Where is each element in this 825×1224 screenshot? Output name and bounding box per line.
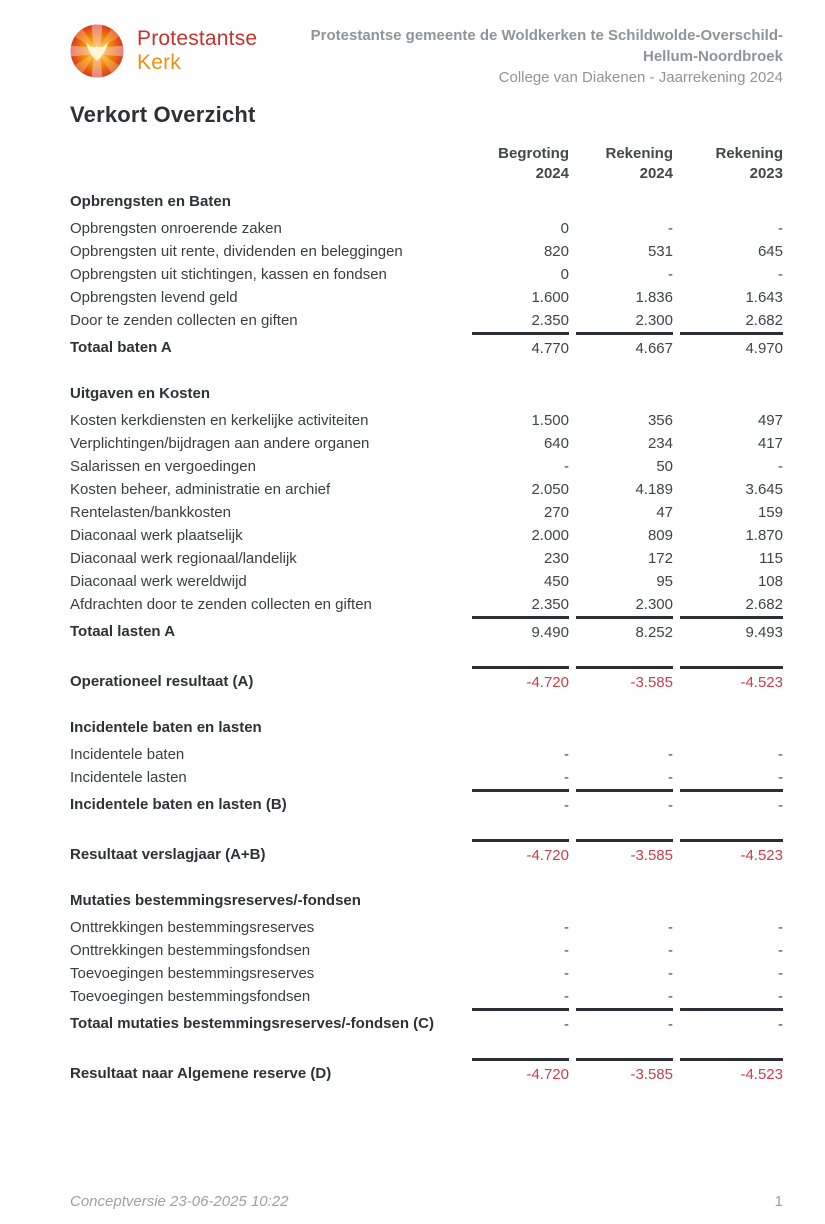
organization-subtitle: College van Diakenen - Jaarrekening 2024	[498, 69, 783, 86]
table-row	[70, 962, 783, 985]
row-label: Incidentele baten en lasten	[70, 719, 262, 736]
page-number: 1	[774, 1193, 783, 1210]
cell-value: 531	[647, 243, 673, 260]
cell-value: 2.300	[635, 596, 673, 613]
organization-header	[311, 24, 783, 88]
section-header-row	[70, 889, 783, 912]
cell-value: 417	[757, 435, 783, 452]
cell-value: -	[668, 965, 673, 982]
row-label: Diaconaal werk plaatselijk	[70, 527, 243, 544]
cell-value: 356	[647, 412, 673, 429]
result-row	[70, 666, 783, 692]
table-row	[70, 524, 783, 547]
row-label: Kosten kerkdiensten en kerkelijke activiteiten	[70, 412, 369, 429]
cell-value: -	[472, 1008, 569, 1034]
cell-value: 4.667	[576, 332, 673, 358]
cell-value: -	[668, 220, 673, 237]
cell-value: 809	[647, 527, 673, 544]
cell-value: -	[680, 1008, 783, 1034]
section-header-row	[70, 382, 783, 405]
row-label: Totaal baten A	[70, 339, 172, 356]
row-label: Resultaat verslagjaar (A+B)	[70, 846, 266, 863]
table-row	[70, 309, 783, 332]
cell-value: 9.493	[680, 616, 783, 642]
cell-value: 8.252	[576, 616, 673, 642]
cell-value: -	[564, 458, 569, 475]
cell-value: 640	[543, 435, 569, 452]
cell-value: -	[778, 220, 783, 237]
cell-value: -	[564, 942, 569, 959]
cell-value: 820	[543, 243, 569, 260]
spacer-row	[70, 692, 783, 716]
cell-value: -	[680, 789, 783, 815]
column-header-begroting-2024: Begroting 2024	[498, 145, 569, 182]
column-header-spacer	[70, 144, 465, 184]
cell-value: 2.000	[531, 527, 569, 544]
cell-value: -3.585	[576, 839, 673, 865]
row-label: Rentelasten/bankkosten	[70, 504, 231, 521]
cell-value: -	[564, 769, 569, 786]
table-row	[70, 286, 783, 309]
cell-value: 50	[656, 458, 673, 475]
row-label: Kosten beheer, administratie en archief	[70, 481, 331, 498]
row-label: Toevoegingen bestemmingsfondsen	[70, 988, 311, 1005]
table-row	[70, 985, 783, 1008]
cell-value: -	[564, 919, 569, 936]
row-label: Opbrengsten uit rente, dividenden en beleggingen	[70, 243, 403, 260]
cell-value: 645	[757, 243, 783, 260]
cell-value: -	[564, 746, 569, 763]
cell-value: -	[668, 746, 673, 763]
cell-value: -4.523	[680, 839, 783, 865]
cell-value: 172	[647, 550, 673, 567]
table-row	[70, 766, 783, 789]
cell-value: 2.300	[635, 312, 673, 329]
cell-value: -4.720	[472, 666, 569, 692]
cell-value: 4.770	[472, 332, 569, 358]
cell-value: 115	[759, 550, 783, 567]
cell-value: 3.645	[745, 481, 783, 498]
row-label: Verplichtingen/bijdragen aan andere organen	[70, 435, 370, 452]
cell-value: -	[472, 789, 569, 815]
cell-value: 270	[543, 504, 569, 521]
table-row	[70, 593, 783, 616]
row-label: Onttrekkingen bestemmingsreserves	[70, 919, 315, 936]
cell-value: -4.720	[472, 839, 569, 865]
cell-value: 234	[647, 435, 673, 452]
cell-value: -	[668, 919, 673, 936]
spacer-row	[70, 815, 783, 839]
row-label: Operationeel resultaat (A)	[70, 673, 254, 690]
cell-value: -	[564, 965, 569, 982]
spacer-row	[70, 642, 783, 666]
row-label: Onttrekkingen bestemmingsfondsen	[70, 942, 311, 959]
cell-value: -	[576, 1008, 673, 1034]
table-row	[70, 743, 783, 766]
row-label: Incidentele baten en lasten (B)	[70, 796, 287, 813]
result-row	[70, 1058, 783, 1084]
result-row	[70, 839, 783, 865]
row-label: Uitgaven en Kosten	[70, 385, 211, 402]
cell-value: -	[564, 988, 569, 1005]
cell-value: 9.490	[472, 616, 569, 642]
cell-value: -	[778, 769, 783, 786]
cell-value: -4.523	[680, 666, 783, 692]
document-header	[70, 24, 783, 88]
cell-value: 230	[543, 550, 569, 567]
cell-value: 47	[656, 504, 673, 521]
cell-value: 2.050	[531, 481, 569, 498]
cell-value: -3.585	[576, 1058, 673, 1084]
section-header-row	[70, 716, 783, 739]
table-row	[70, 409, 783, 432]
table-row	[70, 501, 783, 524]
row-label: Toevoegingen bestemmingsreserves	[70, 965, 315, 982]
row-label: Opbrengsten en Baten	[70, 193, 231, 210]
cell-value: 450	[543, 573, 569, 590]
table-row	[70, 455, 783, 478]
column-headers-row	[70, 144, 783, 184]
cell-value: -	[778, 266, 783, 283]
table-row	[70, 217, 783, 240]
cell-value: 2.682	[745, 312, 783, 329]
brand-wordmark	[137, 27, 257, 75]
spacer-row	[70, 1034, 783, 1058]
row-label: Totaal lasten A	[70, 623, 176, 640]
cell-value: 497	[757, 412, 783, 429]
row-label: Opbrengsten onroerende zaken	[70, 220, 282, 237]
version-note: Conceptversie 23-06-2025 10:22	[70, 1193, 289, 1210]
cell-value: -4.720	[472, 1058, 569, 1084]
cell-value: 1.836	[635, 289, 673, 306]
cell-value: -	[778, 746, 783, 763]
section-header-row	[70, 190, 783, 213]
brand	[70, 24, 257, 78]
brand-name-line1: Protestantse	[137, 27, 258, 50]
table-row	[70, 240, 783, 263]
cell-value: -	[778, 988, 783, 1005]
row-label: Mutaties bestemmingsreserves/-fondsen	[70, 892, 361, 909]
cell-value: 0	[560, 220, 569, 237]
cell-value: 2.350	[531, 596, 569, 613]
cell-value: -	[668, 942, 673, 959]
organization-name-line2: Hellum-Noordbroek	[642, 48, 783, 65]
table-row	[70, 916, 783, 939]
column-header-rekening-2024: Rekening 2024	[605, 145, 673, 182]
cell-value: -	[778, 942, 783, 959]
cell-value: -	[668, 988, 673, 1005]
spacer-row	[70, 865, 783, 889]
cell-value: -3.585	[576, 666, 673, 692]
total-row	[70, 616, 783, 642]
row-label: Totaal mutaties bestemmingsreserves/-fondsen (C)	[70, 1015, 434, 1032]
document-footer	[70, 1193, 783, 1210]
brand-name-line2: Kerk	[137, 51, 181, 74]
total-row	[70, 332, 783, 358]
cell-value: 108	[757, 573, 783, 590]
cell-value: -	[668, 266, 673, 283]
cell-value: -	[668, 769, 673, 786]
table-row	[70, 263, 783, 286]
organization-name-line1: Protestantse gemeente de Woldkerken te Schildwolde-Overschild-	[310, 27, 783, 44]
cell-value: 95	[656, 573, 673, 590]
cell-value: 159	[757, 504, 783, 521]
cell-value: 2.682	[745, 596, 783, 613]
cell-value: -	[778, 919, 783, 936]
row-label: Incidentele baten	[70, 746, 185, 763]
cell-value: 1.870	[745, 527, 783, 544]
row-label: Incidentele lasten	[70, 769, 187, 786]
row-label: Afdrachten door te zenden collecten en giften	[70, 596, 372, 613]
cell-value: -4.523	[680, 1058, 783, 1084]
row-label: Opbrengsten levend geld	[70, 289, 238, 306]
table-body	[70, 190, 783, 1084]
cell-value: -	[778, 458, 783, 475]
table-row	[70, 547, 783, 570]
table-row	[70, 939, 783, 962]
spacer-row	[70, 358, 783, 382]
cell-value: 1.500	[531, 412, 569, 429]
cell-value: 4.970	[680, 332, 783, 358]
row-label: Opbrengsten uit stichtingen, kassen en fondsen	[70, 266, 387, 283]
table-row	[70, 570, 783, 593]
cell-value: -	[576, 789, 673, 815]
row-label: Diaconaal werk regionaal/landelijk	[70, 550, 297, 567]
page-title: Verkort Overzicht	[70, 102, 256, 127]
total-row	[70, 1008, 783, 1034]
cell-value: 2.350	[531, 312, 569, 329]
total-row	[70, 789, 783, 815]
cell-value: 0	[560, 266, 569, 283]
pkn-sunburst-dove-logo-icon	[70, 24, 124, 78]
cell-value: 1.600	[531, 289, 569, 306]
cell-value: -	[778, 965, 783, 982]
row-label: Diaconaal werk wereldwijd	[70, 573, 247, 590]
table-row	[70, 432, 783, 455]
row-label: Resultaat naar Algemene reserve (D)	[70, 1065, 332, 1082]
column-header-rekening-2023: Rekening 2023	[715, 145, 783, 182]
table-row	[70, 478, 783, 501]
cell-value: 4.189	[635, 481, 673, 498]
row-label: Door te zenden collecten en giften	[70, 312, 298, 329]
row-label: Salarissen en vergoedingen	[70, 458, 256, 475]
cell-value: 1.643	[745, 289, 783, 306]
